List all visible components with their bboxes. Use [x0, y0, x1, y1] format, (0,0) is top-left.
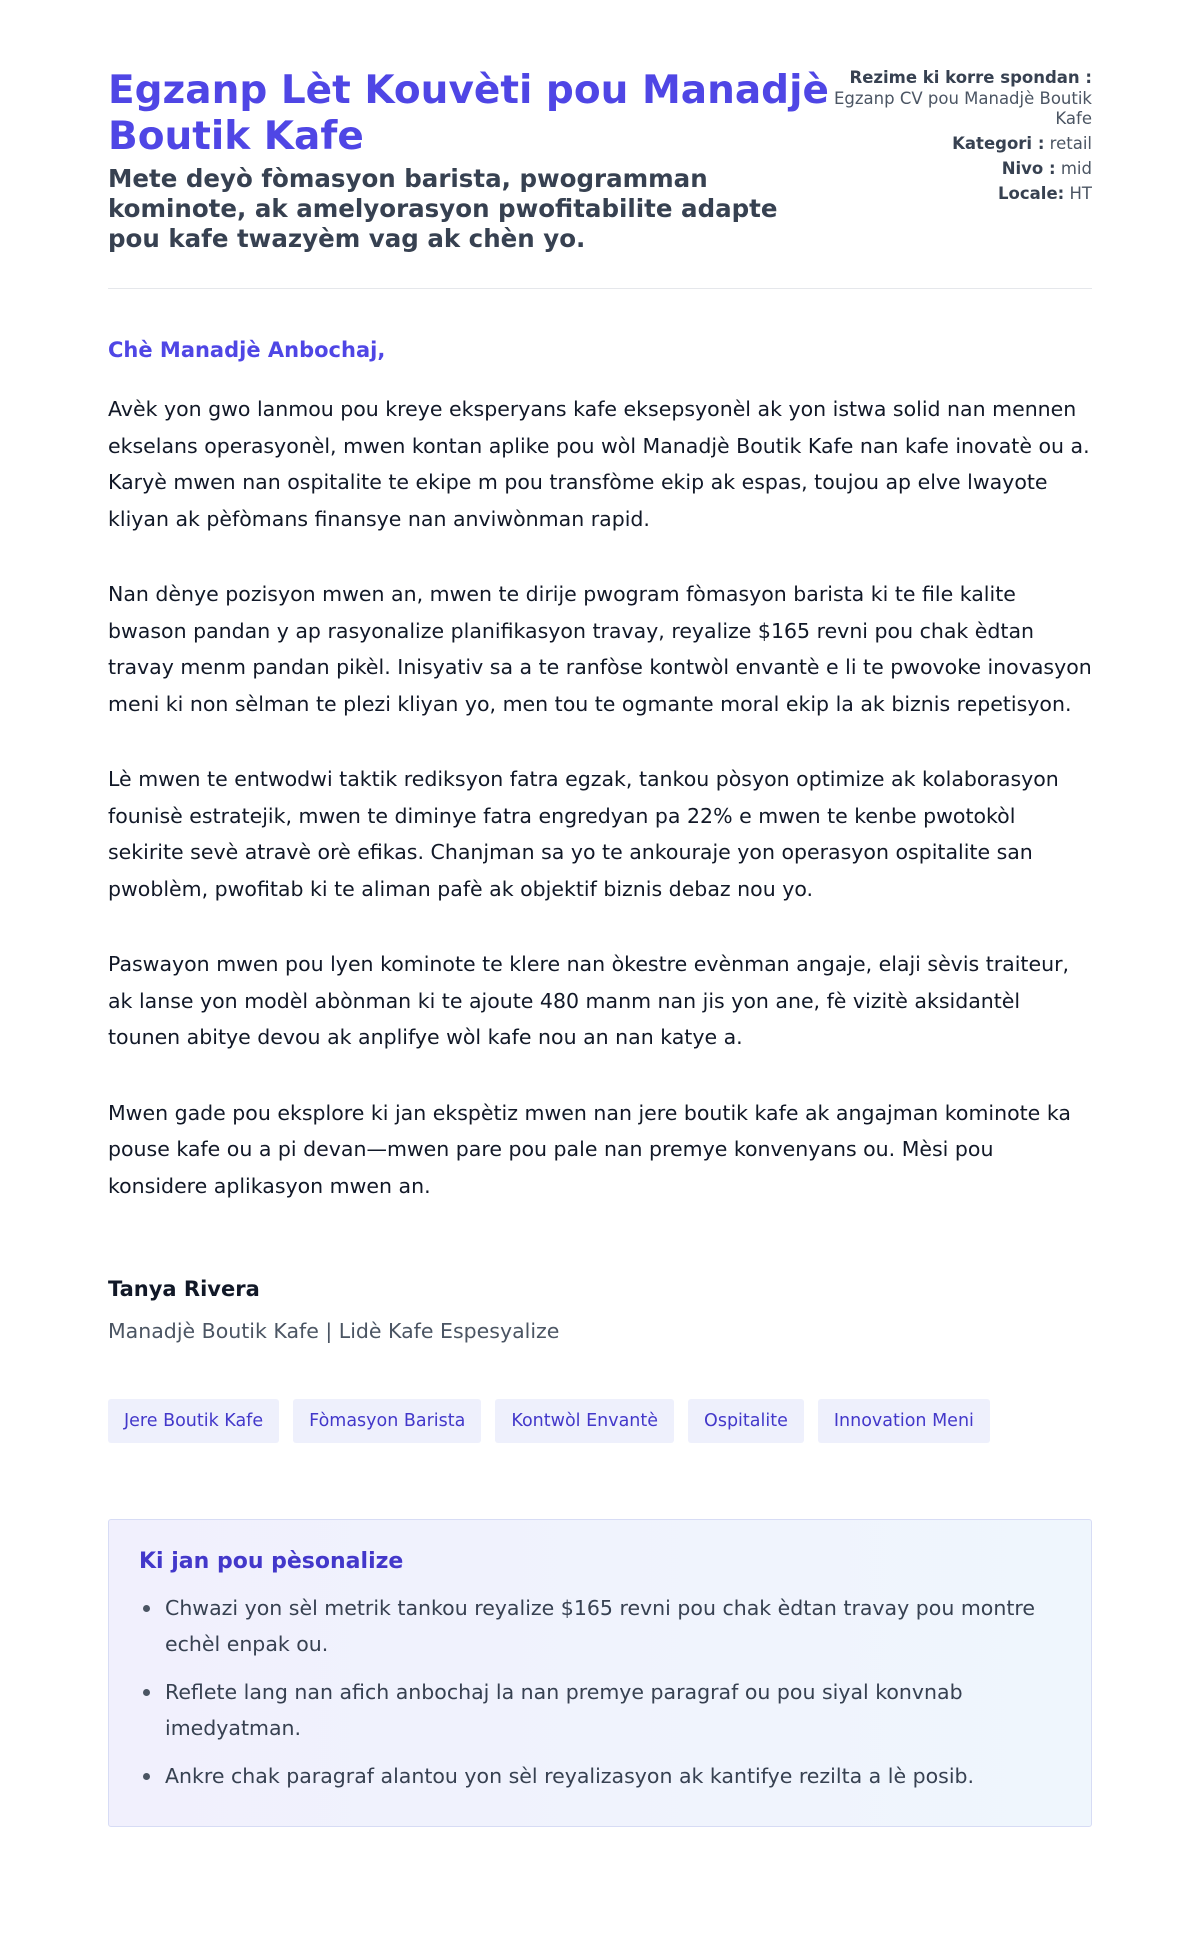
tip-text: Ankre chak paragraf alantou yon sèl reyalizasyon ak kantifye rezilta a lè posib. — [165, 1764, 975, 1788]
page-title: Egzanp Lèt Kouvèti pou Manadjè Boutik Kafe — [108, 68, 829, 159]
meta-level — [834, 159, 1092, 180]
skill-tag: Ospitalite — [688, 1399, 804, 1443]
meta-resume-label: Rezime ki korre spondan : — [849, 68, 1092, 87]
customization-tips-box — [108, 1519, 1092, 1827]
meta-locale-value: HT — [1069, 184, 1092, 203]
tip-item — [139, 1758, 1061, 1794]
skill-tags — [108, 1399, 1092, 1443]
tip-text: Reflete lang nan afich anbochaj la nan premye paragraf ou pou siyal konvnab imedyatman. — [165, 1680, 963, 1740]
meta-panel — [834, 68, 1092, 209]
letter-paragraph: Avèk yon gwo lanmou pou kreye eksperyans kafe eksepsyonèl ak yon istwa solid nan mennen ekselans operasyonèl, mwen kontan aplike pou wòl Manadjè Boutik Kafe nan kafe inovatè ou a. Karyè mwen nan ospitalite te ekipe m pou transfòme ekip ak espas, toujou ap elve lwayote kliyan ak pèfòmans finansye nan anviwònman rapid. — [108, 397, 1090, 531]
meta-resume-value: Egzanp CV pou Manadjè Boutik Kafe — [833, 88, 1092, 128]
letter-paragraph: Paswayon mwen pou lyen kominote te klere nan òkestre evènman angaje, elaji sèvis traiteur, ak lanse yon modèl abònman ki te ajoute 480 manm nan jis yon ane, fè vizitè aksidantèl tounen abitye devou ak anplifye wòl kafe nou an nan katye a. — [108, 952, 1070, 1049]
tips-title: Ki jan pou pèsonalize — [139, 1549, 404, 1574]
tip-item — [139, 1674, 1061, 1746]
skill-tag: Innovation Meni — [818, 1399, 990, 1443]
tips-list — [139, 1590, 1061, 1794]
meta-category-value: retail — [1049, 134, 1092, 153]
meta-resume — [834, 68, 1092, 130]
meta-category — [834, 134, 1092, 155]
bullet-icon — [143, 1605, 150, 1612]
skill-tag: Jere Boutik Kafe — [108, 1399, 279, 1443]
tip-text: Chwazi yon sèl metrik tankou reyalize $165 revni pou chak èdtan travay pou montre echèl enpak ou. — [165, 1596, 1035, 1656]
meta-level-value: mid — [1060, 159, 1092, 178]
letter-paragraph: Lè mwen te entwodwi taktik rediksyon fatra egzak, tankou pòsyon optimize ak kolaborasyon founisè estratejik, mwen te diminye fatra engredyan pa 22% e mwen te kenbe pwotokòl sekirite sevè atravè orè efikas. Chanjman sa yo te ankouraje yon operasyon ospitalite san pwoblèm, pwofitab ki te aliman pafè ak objektif biznis debaz nou yo. — [108, 767, 1059, 901]
signature-block — [108, 1276, 1092, 1344]
bullet-icon — [143, 1689, 150, 1696]
tip-item — [139, 1590, 1061, 1662]
meta-category-label: Kategori : — [952, 134, 1045, 153]
letter-body — [108, 289, 1092, 1344]
salutation: Chè Manadjè Anbochaj, — [108, 338, 386, 362]
meta-locale-label: Locale: — [998, 184, 1065, 203]
bullet-icon — [143, 1773, 150, 1780]
meta-locale — [834, 184, 1092, 205]
skill-tag: Fòmasyon Barista — [293, 1399, 481, 1443]
page-subtitle: Mete deyò fòmasyon barista, pwogramman kominote, ak amelyorasyon pwofitabilite adapte pou kafe twazyèm vag ak chèn yo. — [108, 164, 778, 253]
document-header — [108, 68, 1092, 289]
meta-level-label: Nivo : — [1001, 159, 1056, 178]
skill-tag: Kontwòl Envantè — [495, 1399, 674, 1443]
letter-paragraph: Nan dènye pozisyon mwen an, mwen te dirije pwogram fòmasyon barista ki te file kalite bwason pandan y ap rasyonalize planifikasyon travay, reyalize $165 revni pou chak èdtan travay menm pandan pikèl. Inisyativ sa a te ranfòse kontwòl envantè e li te pwovoke inovasyon meni ki non sèlman te plezi kliyan yo, men tou te ogmante moral ekip la ak biznis repetisyon. — [108, 582, 1092, 716]
letter-paragraph: Mwen gade pou eksplore ki jan ekspètiz mwen nan jere boutik kafe ak angajman kominote ka pouse kafe ou a pi devan—mwen pare pou pale nan premye konvenyans ou. Mèsi pou konsidere aplikasyon mwen an. — [108, 1100, 1071, 1198]
signature-title: Manadjè Boutik Kafe | Lidè Kafe Espesyalize — [108, 1319, 560, 1343]
signature-name: Tanya Rivera — [108, 1277, 260, 1301]
title-block — [108, 68, 834, 254]
